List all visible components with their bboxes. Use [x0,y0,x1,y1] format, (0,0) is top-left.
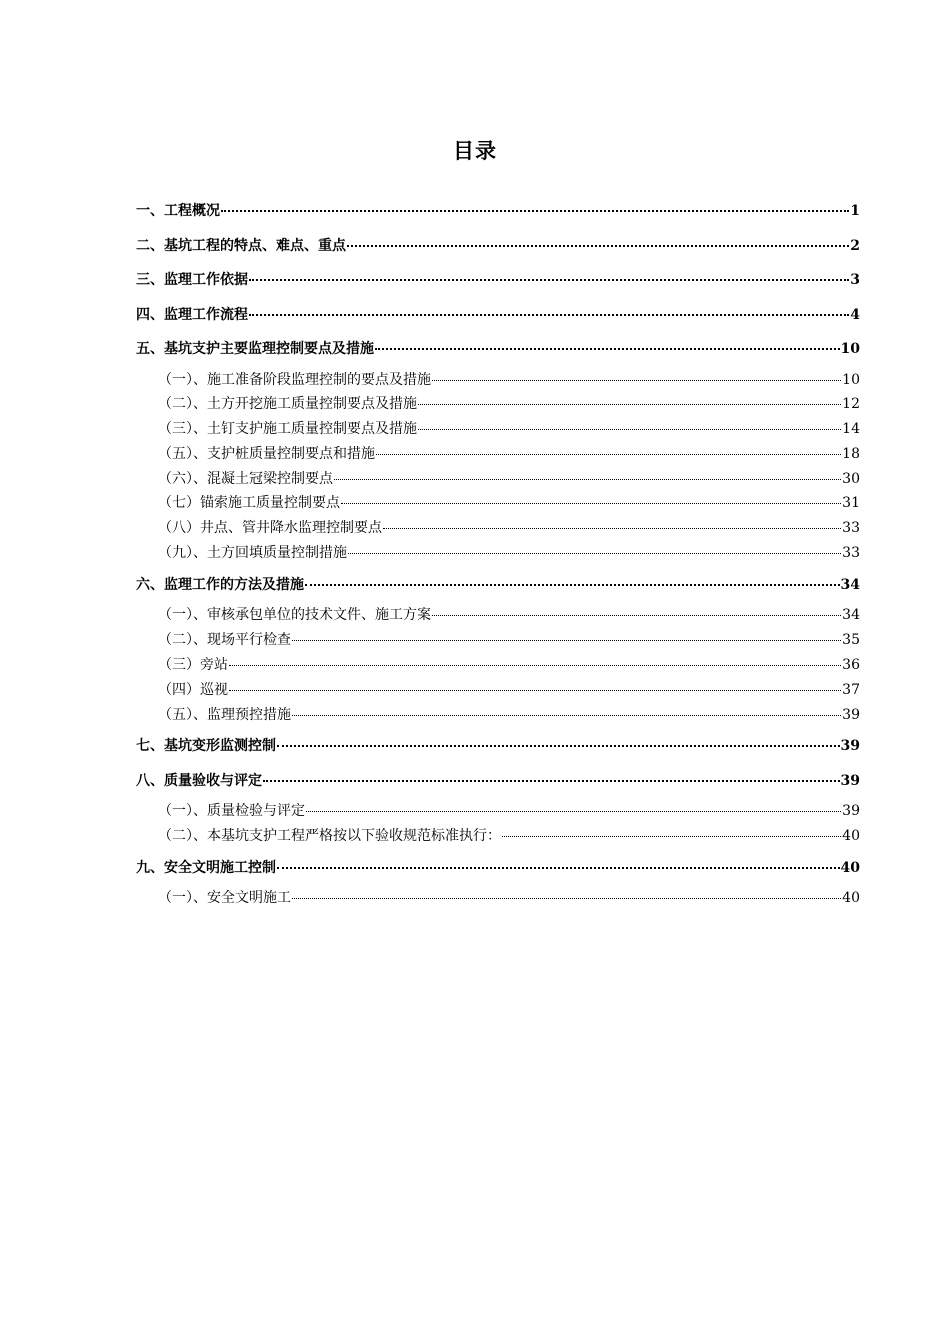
toc-chapter-entry[interactable] [136,267,860,302]
toc-entry-label: （四）巡视 [158,681,228,698]
toc-section-entry[interactable] [136,470,860,495]
toc-section-entry[interactable] [136,827,860,852]
toc-chapter-entry[interactable] [136,336,860,371]
toc-entry-label: （七）锚索施工质量控制要点 [158,495,340,512]
toc-leader-dots [292,640,841,641]
toc-entry-page-number: 34 [842,607,860,624]
toc-leader-dots [348,553,841,554]
toc-leader-dots [432,380,841,381]
toc-leader-dots [305,584,840,586]
toc-leader-dots [432,615,841,616]
toc-chapter-entry[interactable] [136,733,860,768]
toc-entry-page-number: 30 [842,470,860,487]
toc-entry-page-number: 36 [842,656,860,673]
toc-entry-label: （二）、土方开挖施工质量控制要点及措施 [158,396,417,413]
toc-leader-dots [249,314,849,316]
toc-section-entry[interactable] [136,656,860,681]
toc-section-entry[interactable] [136,544,860,569]
toc-entry-page-number: 35 [842,632,860,649]
toc-entry-label: （一）、审核承包单位的技术文件、施工方案 [158,607,431,624]
toc-section-entry[interactable] [136,519,860,544]
table-of-contents [136,198,860,914]
toc-entry-label: （三）旁站 [158,656,228,673]
toc-section-entry[interactable] [136,494,860,519]
toc-entry-label: （一）、质量检验与评定 [158,803,305,820]
toc-entry-label: 五、基坑支护主要监理控制要点及措施 [136,341,374,357]
toc-leader-dots [418,404,841,405]
toc-section-entry[interactable] [136,681,860,706]
toc-section-entry[interactable] [136,445,860,470]
toc-section-entry[interactable] [136,889,860,914]
toc-entry-label: 七、基坑变形监测控制 [136,738,276,755]
toc-entry-page-number: 33 [842,545,860,562]
toc-entry-page-number: 39 [842,803,860,820]
toc-leader-dots [221,210,849,212]
toc-entry-page-number: 40 [842,890,860,907]
toc-entry-label: （九）、土方回填质量控制措施 [158,545,347,562]
toc-entry-page-number: 39 [840,772,860,789]
toc-entry-page-number: 31 [842,495,860,512]
toc-leader-dots [347,245,849,247]
toc-entry-label: （二）、本基坑支护工程严格按以下验收规范标准执行： [158,828,501,845]
toc-entry-label: （六）、混凝土冠梁控制要点 [158,470,333,487]
toc-chapter-entry[interactable] [136,572,860,607]
toc-entry-page-number: 40 [842,828,860,845]
toc-entry-page-number: 1 [850,203,860,219]
toc-section-entry[interactable] [136,606,860,631]
toc-entry-page-number: 39 [842,706,860,723]
toc-entry-label: 一、工程概况 [136,203,220,219]
toc-entry-page-number: 34 [840,576,860,593]
toc-leader-dots [229,665,841,666]
toc-entry-label: 六、监理工作的方法及措施 [136,576,304,593]
toc-entry-label: 二、基坑工程的特点、难点、重点 [136,237,346,254]
toc-entry-page-number: 39 [840,738,860,755]
toc-leader-dots [263,780,840,782]
toc-entry-page-number: 33 [842,520,860,537]
toc-entry-label: （五）、监理预控措施 [158,706,291,723]
toc-entry-page-number: 2 [850,237,860,254]
toc-leader-dots [292,898,841,899]
toc-section-entry[interactable] [136,631,860,656]
toc-entry-label: （二）、现场平行检查 [158,632,291,649]
toc-leader-dots [376,454,841,455]
toc-title: 目录 [453,138,497,163]
toc-entry-page-number: 3 [850,272,860,288]
toc-entry-label: 八、质量验收与评定 [136,772,262,789]
toc-chapter-entry[interactable] [136,302,860,337]
toc-leader-dots [502,836,841,837]
toc-leader-dots [306,811,841,812]
toc-leader-dots [277,745,840,747]
toc-entry-page-number: 14 [842,421,860,438]
toc-leader-dots [277,867,840,869]
toc-leader-dots [375,348,840,350]
toc-entry-label: （八）井点、管井降水监理控制要点 [158,520,382,537]
toc-entry-page-number: 12 [842,396,860,413]
toc-section-entry[interactable] [136,395,860,420]
toc-entry-label: 三、监理工作依据 [136,272,248,288]
toc-section-entry[interactable] [136,706,860,731]
toc-leader-dots [249,279,849,281]
toc-section-entry[interactable] [136,371,860,396]
toc-chapter-entry[interactable] [136,855,860,890]
toc-leader-dots [229,690,841,691]
toc-entry-label: 四、监理工作流程 [136,306,248,323]
toc-chapter-entry[interactable] [136,198,860,233]
toc-entry-page-number: 18 [842,445,860,462]
toc-chapter-entry[interactable] [136,768,860,803]
toc-leader-dots [334,479,841,480]
toc-entry-label: （一）、安全文明施工 [158,890,291,907]
toc-leader-dots [383,528,841,529]
toc-section-entry[interactable] [136,420,860,445]
toc-entry-page-number: 10 [842,371,860,388]
toc-entry-label: （一）、施工准备阶段监理控制的要点及措施 [158,371,431,388]
toc-entry-page-number: 4 [850,306,860,323]
toc-entry-label: （五）、支护桩质量控制要点和措施 [158,445,375,462]
toc-entry-label: 九、安全文明施工控制 [136,859,276,876]
toc-entry-page-number: 10 [840,341,860,357]
toc-entry-label: （三）、土钉支护施工质量控制要点及措施 [158,421,417,438]
toc-entry-page-number: 40 [840,859,860,876]
toc-leader-dots [418,429,841,430]
toc-entry-page-number: 37 [842,681,860,698]
toc-section-entry[interactable] [136,802,860,827]
toc-leader-dots [341,503,841,504]
toc-leader-dots [292,715,841,716]
toc-chapter-entry[interactable] [136,233,860,268]
